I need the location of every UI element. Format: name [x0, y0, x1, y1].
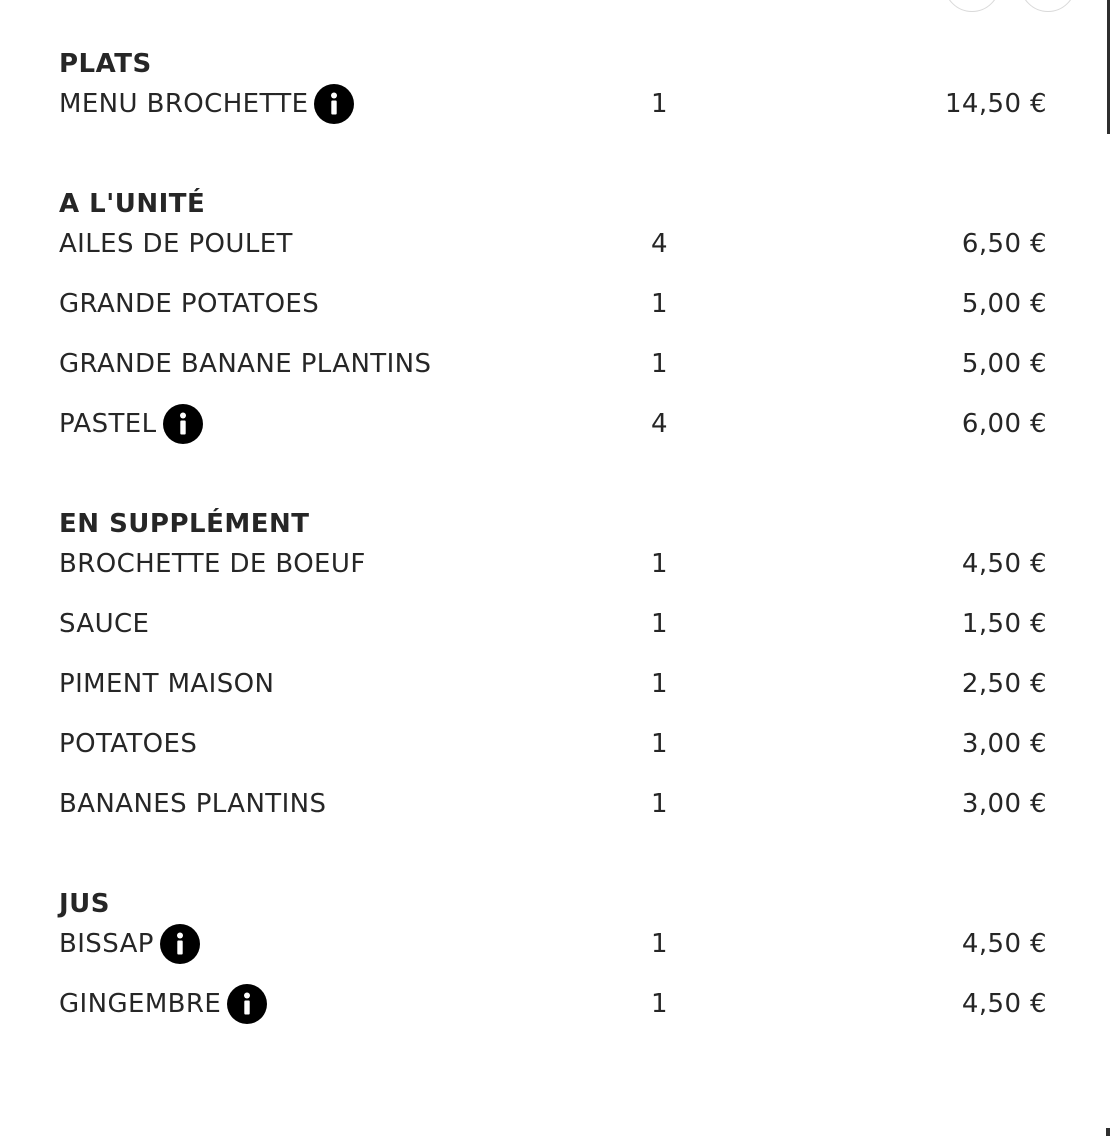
item-name: BISSAP	[59, 929, 154, 959]
item-name: BANANES PLANTINS	[59, 789, 327, 819]
top-circle-button-2[interactable]	[1020, 0, 1076, 12]
item-quantity: 1	[651, 669, 668, 699]
list-item	[59, 984, 1047, 1044]
item-name: BROCHETTE DE BOEUF	[59, 549, 366, 579]
list-item	[59, 544, 1047, 604]
item-price: 6,50 €	[961, 229, 1047, 259]
item-price: 1,50 €	[961, 609, 1047, 639]
item-quantity: 1	[651, 929, 668, 959]
item-price: 2,50 €	[961, 669, 1047, 699]
item-quantity: 4	[651, 409, 668, 439]
item-name: SAUCE	[59, 609, 150, 639]
top-circle-button-1[interactable]	[944, 0, 1000, 12]
menu-section	[59, 184, 1047, 464]
list-item	[59, 924, 1047, 984]
item-name: AILES DE POULET	[59, 229, 293, 259]
scrollbar[interactable]	[1107, 0, 1110, 134]
item-price: 4,50 €	[961, 989, 1047, 1019]
list-item	[59, 784, 1047, 844]
item-price: 5,00 €	[961, 349, 1047, 379]
list-item	[59, 224, 1047, 284]
list-item	[59, 604, 1047, 664]
list-item	[59, 344, 1047, 404]
item-quantity: 1	[651, 349, 668, 379]
section-title: A L'UNITÉ	[59, 189, 206, 219]
item-quantity: 1	[651, 89, 668, 119]
item-quantity: 1	[651, 609, 668, 639]
list-item	[59, 664, 1047, 724]
menu-section	[59, 44, 1047, 144]
list-item	[59, 84, 1047, 144]
list-item	[59, 724, 1047, 784]
item-name: GINGEMBRE	[59, 989, 222, 1019]
item-name: GRANDE POTATOES	[59, 289, 320, 319]
item-price: 4,50 €	[961, 549, 1047, 579]
item-price: 5,00 €	[961, 289, 1047, 319]
item-price: 6,00 €	[961, 409, 1047, 439]
menu-section	[59, 504, 1047, 844]
item-price: 3,00 €	[961, 789, 1047, 819]
item-quantity: 1	[651, 789, 668, 819]
section-title: JUS	[59, 889, 111, 919]
item-name: PASTEL	[59, 409, 157, 439]
menu-section	[59, 884, 1047, 1044]
item-name: GRANDE BANANE PLANTINS	[59, 349, 432, 379]
info-icon[interactable]	[160, 924, 200, 964]
item-price: 3,00 €	[961, 729, 1047, 759]
item-quantity: 1	[651, 989, 668, 1019]
panel-edge	[1106, 1128, 1110, 1136]
order-items-list	[59, 44, 1047, 1044]
list-item	[59, 284, 1047, 344]
item-quantity: 1	[651, 289, 668, 319]
item-name: POTATOES	[59, 729, 198, 759]
info-icon[interactable]	[314, 84, 354, 124]
item-name: MENU BROCHETTE	[59, 89, 309, 119]
list-item	[59, 404, 1047, 464]
item-name: PIMENT MAISON	[59, 669, 275, 699]
section-title: PLATS	[59, 49, 152, 79]
item-quantity: 4	[651, 229, 668, 259]
item-quantity: 1	[651, 729, 668, 759]
info-icon[interactable]	[227, 984, 267, 1024]
info-icon[interactable]	[163, 404, 203, 444]
item-price: 14,50 €	[944, 89, 1047, 119]
item-quantity: 1	[651, 549, 668, 579]
section-title: EN SUPPLÉMENT	[59, 509, 310, 539]
item-price: 4,50 €	[961, 929, 1047, 959]
